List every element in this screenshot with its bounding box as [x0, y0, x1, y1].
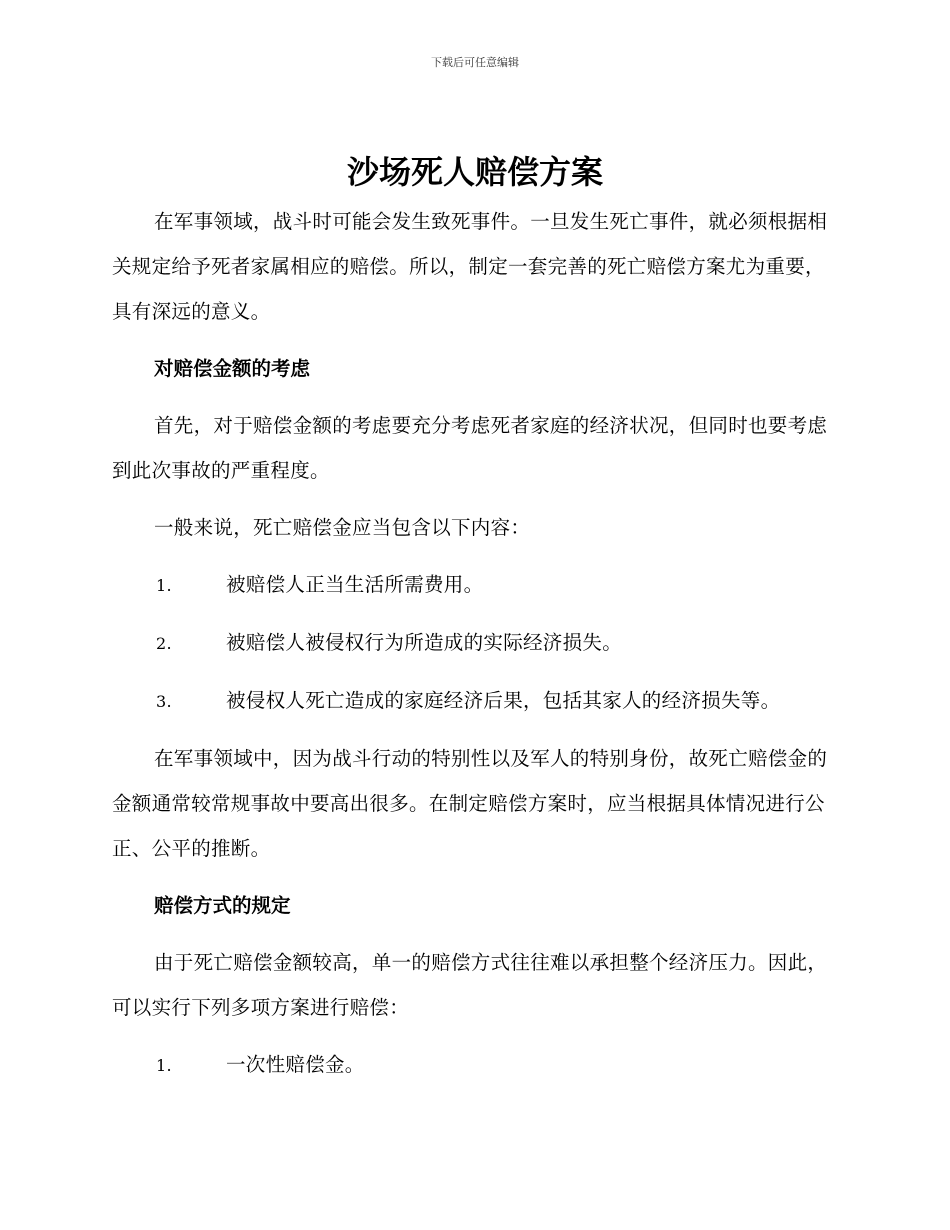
list-text: 被赔偿人被侵权行为所造成的实际经济损失。 — [226, 631, 623, 654]
page-header: 下载后可任意编辑 — [431, 56, 519, 69]
section-heading-compensation-method: 赔偿方式的规定 — [154, 894, 291, 917]
paragraph: 首先，对于赔偿金额的考虑要充分考虑死者家庭的经济状况，但同时也要考虑到此次事故的严重程度。 — [112, 414, 828, 482]
list-number: 1. — [156, 576, 172, 595]
list-number: 1. — [156, 1056, 172, 1075]
list-text: 被侵权人死亡造成的家庭经济后果，包括其家人的经济损失等。 — [226, 689, 781, 712]
paragraph: 在军事领域中，因为战斗行动的特别性以及军人的特别身份，故死亡赔偿金的金额通常较常规事故中要高出很多。在制定赔偿方案时，应当根据具体情况进行公正、公平的推断。 — [112, 747, 828, 860]
document-title: 沙场死人赔偿方案 — [346, 153, 603, 191]
intro-paragraph: 在军事领域，战斗时可能会发生致死事件。一旦发生死亡事件，就必须根据相关规定给予死者家属相应的赔偿。所以，制定一套完善的死亡赔偿方案尤为重要，具有深远的意义。 — [112, 210, 828, 323]
list-item — [112, 1042, 836, 1088]
paragraph: 一般来说，死亡赔偿金应当包含以下内容： — [154, 516, 531, 539]
list-number: 3. — [156, 692, 172, 711]
list-item — [112, 562, 836, 608]
list-number: 2. — [156, 634, 172, 653]
list-item — [112, 620, 836, 666]
document-body — [112, 199, 836, 1100]
list-text: 被赔偿人正当生活所需费用。 — [226, 573, 484, 596]
paragraph: 由于死亡赔偿金额较高，单一的赔偿方式往往难以承担整个经济压力。因此，可以实行下列多项方案进行赔偿： — [112, 951, 828, 1019]
list-item — [112, 678, 836, 724]
section-heading-compensation-amount: 对赔偿金额的考虑 — [154, 357, 311, 380]
list-text: 一次性赔偿金。 — [226, 1053, 365, 1076]
